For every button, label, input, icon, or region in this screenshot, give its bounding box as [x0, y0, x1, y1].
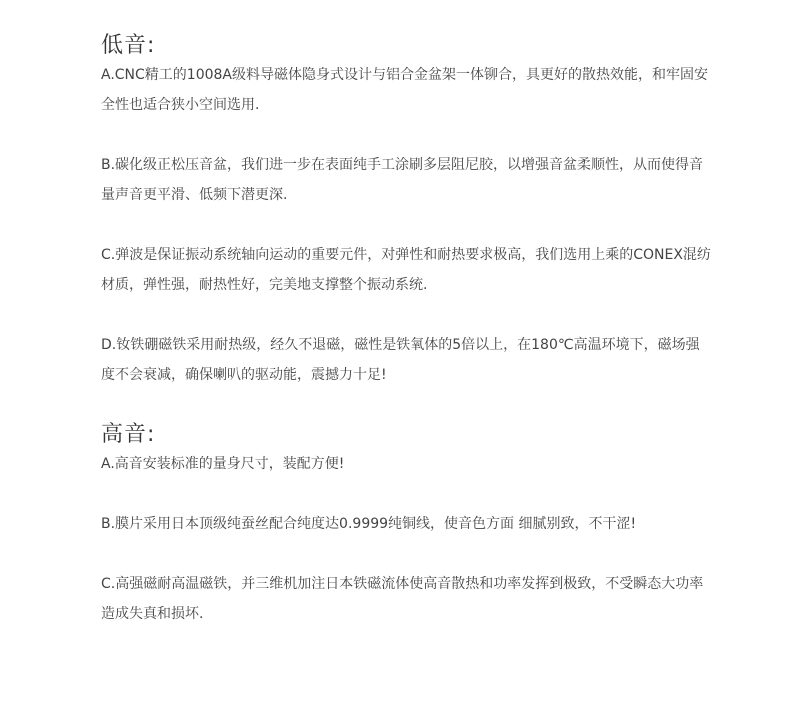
treble-item-c: C.高强磁耐高温磁铁，并三维机加注日本铁磁流体使高音散热和功率发挥到极致，不受瞬态大功率造成失真和损坏. — [101, 576, 704, 622]
treble-item-b: B.膜片采用日本顶级纯蚕丝配合纯度达0.9999纯铜线，使音色方面 细腻别致，不干涩! — [101, 516, 637, 532]
bass-item-d: D.钕铁硼磁铁采用耐热级，经久不退磁，磁性是铁氧体的5倍以上，在180℃高温环境下，磁场强度不会衰减，确保喇叭的驱动能，震撼力十足! — [101, 337, 700, 383]
treble-section — [101, 449, 711, 629]
bass-section-title: 低音: — [101, 33, 156, 58]
treble-section-title: 高音: — [101, 422, 156, 447]
treble-item-a: A.高音安装标准的量身尺寸，装配方便! — [101, 456, 345, 472]
bass-section — [101, 60, 711, 390]
product-description — [101, 32, 711, 629]
bass-item-c: C.弹波是保证振动系统轴向运动的重要元件，对弹性和耐热要求极高，我们选用上乘的CONEX混纺材质，弹性强，耐热性好，完美地支撑整个振动系统. — [101, 247, 711, 293]
bass-item-a: A.CNC精工的1008A级料导磁体隐身式设计与铝合金盆架一体铆合，具更好的散热效能，和牢固安全性也适合狭小空间选用. — [101, 67, 709, 113]
bass-item-b: B.碳化级正松压音盆，我们进一步在表面纯手工涂刷多层阻尼胶，以增强音盆柔顺性，从而使得音量声音更平滑、低频下潜更深. — [101, 157, 704, 203]
